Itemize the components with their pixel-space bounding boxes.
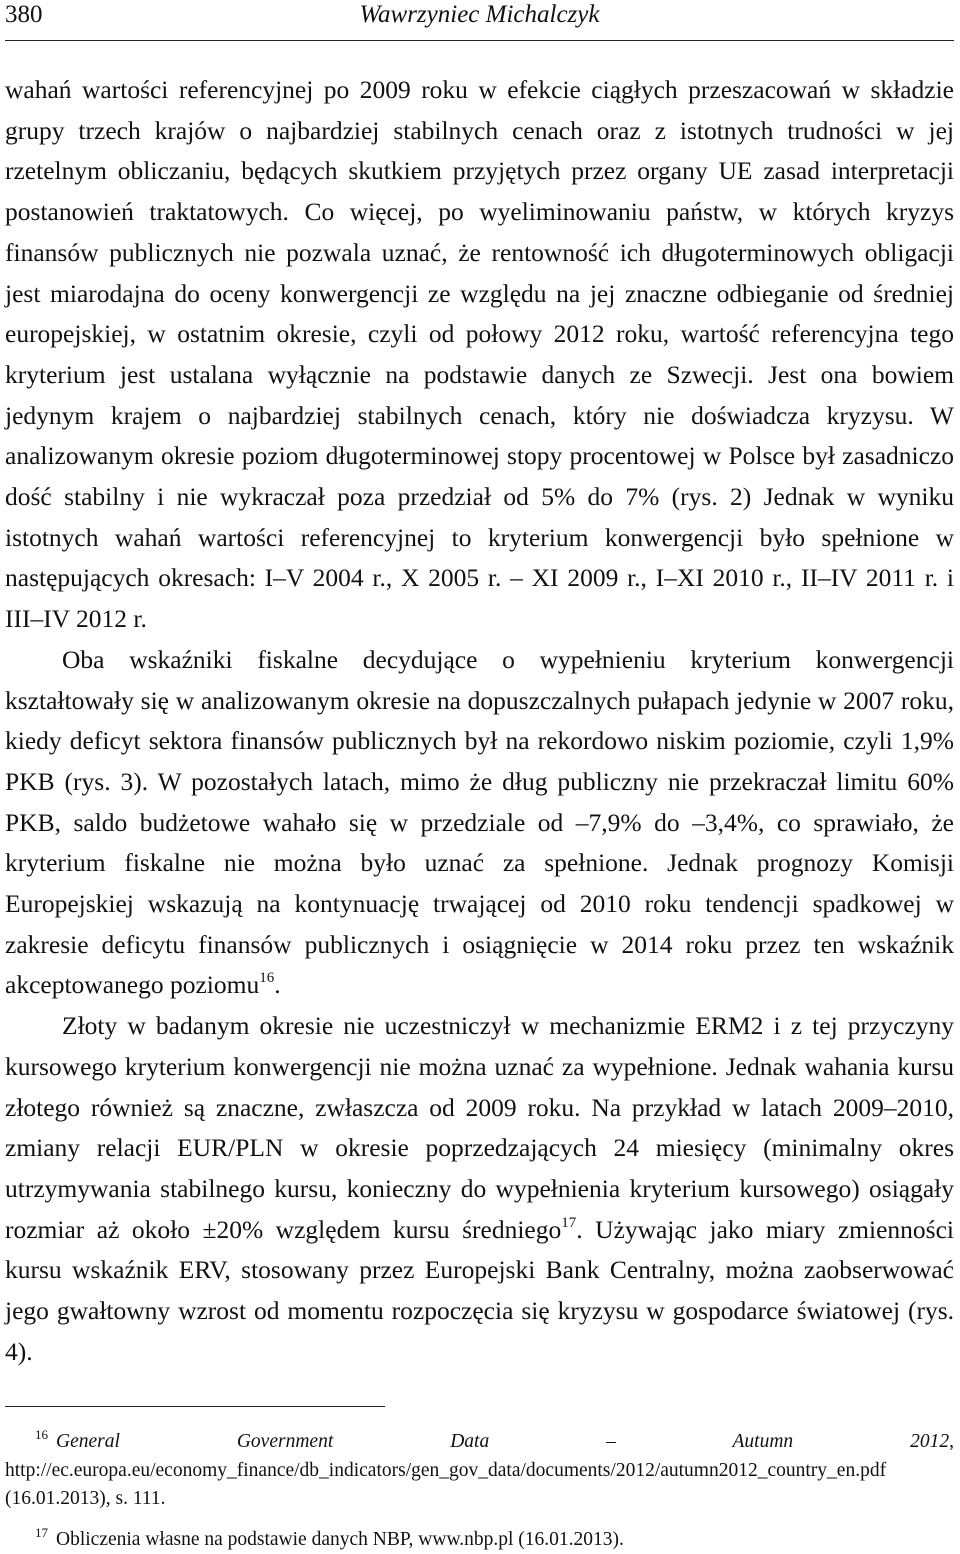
footnote-number: 16: [35, 1427, 48, 1442]
page-header: [5, 0, 954, 40]
footnote-text: , http://ec.europa.eu/economy_finance/db_indicators/gen_gov_data/documents/2012/autumn2012_country_en.pdf (16.01.2013), s. 111.: [5, 1431, 954, 1509]
main-text: [5, 70, 954, 1373]
footnote-ref-17[interactable]: 17: [561, 1215, 576, 1231]
running-head-author: Wawrzyniec Michalczyk: [5, 0, 954, 30]
paragraph-1: wahań wartości referencyjnej po 2009 roku w efekcie ciągłych przeszacowań w składzie grupy trzech krajów o najbardziej stabilnych cenach oraz z istotnych trudności w jej rzetelnym obliczaniu, będących skutkiem przyjętych przez organy UE zasad interpretacji postanowień traktatowych. Co więcej, po wyeliminowaniu państw, w których kryzys finansów publicznych nie pozwala uznać, że rentowność ich długoterminowych obligacji jest miarodajna do oceny konwergencji ze względu na jej znaczne odbieganie od średniej europejskiej, w ostatnim okresie, czyli od połowy 2012 roku, wartość referencyjna tego kryterium jest ustalana wyłącznie na podstawie danych ze Szwecji. Jest ona bowiem jedynym krajem o najbardziej stabilnych cenach, który nie doświadcza kryzysu. W analizowanym okresie poziom długoterminowej stopy procentowej w Polsce był zasadniczo dość stabilny i nie wykraczał poza przedział od 5% do 7% (rys. 2) Jednak w wyniku istotnych wahań wartości referencyjnej to kryterium konwergencji było spełnione w następujących okresach: I–V 2004 r., X 2005 r. – XI 2009 r., I–XI 2010 r., II–IV 2011 r. i III–IV 2012 r.: [5, 70, 954, 640]
footnote-16: [5, 1428, 954, 1514]
footnotes: [5, 1428, 954, 1554]
header-rule: [5, 40, 954, 41]
footnote-separator: [5, 1406, 385, 1407]
footnote-ref-16[interactable]: 16: [259, 970, 274, 986]
footnote-text: Obliczenia własne na podstawie danych NBP, www.nbp.pl (16.01.2013).: [56, 1529, 624, 1550]
footnote-source-title: General Government Data – Autumn 2012: [56, 1431, 949, 1452]
paragraph-3: Złoty w badanym okresie nie uczestniczył w mechanizmie ERM2 i z tej przyczyny kursowego kryterium konwergencji nie można uznać za wypełnione. Jednak wahania kursu złotego również są znaczne, zwłaszcza od 2009 roku. Na przykład w latach 2009–2010, zmiany relacji EUR/PLN w okresie poprzedzających 24 miesięcy (minimalny okres utrzymywania stabilnego kursu, konieczny do wypełnienia kryterium kursowego) osiągały rozmiar aż około ±20% względem kursu średniego$^{17}$. Używając jako miary zmienności kursu wskaźnik ERV, stosowany przez Europejski Bank Centralny, można zaobserwować jego gwałtowny wzrost od momentu rozpoczęcia się kryzysu w gospodarce światowej (rys. 4).: [5, 1006, 954, 1372]
footnote-number: 17: [35, 1525, 48, 1540]
paragraph-2: Oba wskaźniki fiskalne decydujące o wypełnieniu kryterium konwergencji kształtowały się w analizowanym okresie na dopuszczalnych pułapach jedynie w 2007 roku, kiedy deficyt sektora finansów publicznych był na rekordowo niskim poziomie, czyli 1,9% PKB (rys. 3). W pozostałych latach, mimo że dług publiczny nie przekraczał limitu 60% PKB, saldo budżetowe wahało się w przedziale od –7,9% do –3,4%, co sprawiało, że kryterium fiskalne nie można było uznać za spełnione. Jednak prognozy Komisji Europejskiej wskazują na kontynuację trwającej od 2010 roku tendencji spadkowej w zakresie deficytu finansów publicznych i osiągnięcie w 2014 roku przez ten wskaźnik akceptowanego poziomu$^{16}$.: [5, 640, 954, 1006]
page-number: 380: [5, 0, 43, 30]
footnote-17: [5, 1526, 954, 1554]
